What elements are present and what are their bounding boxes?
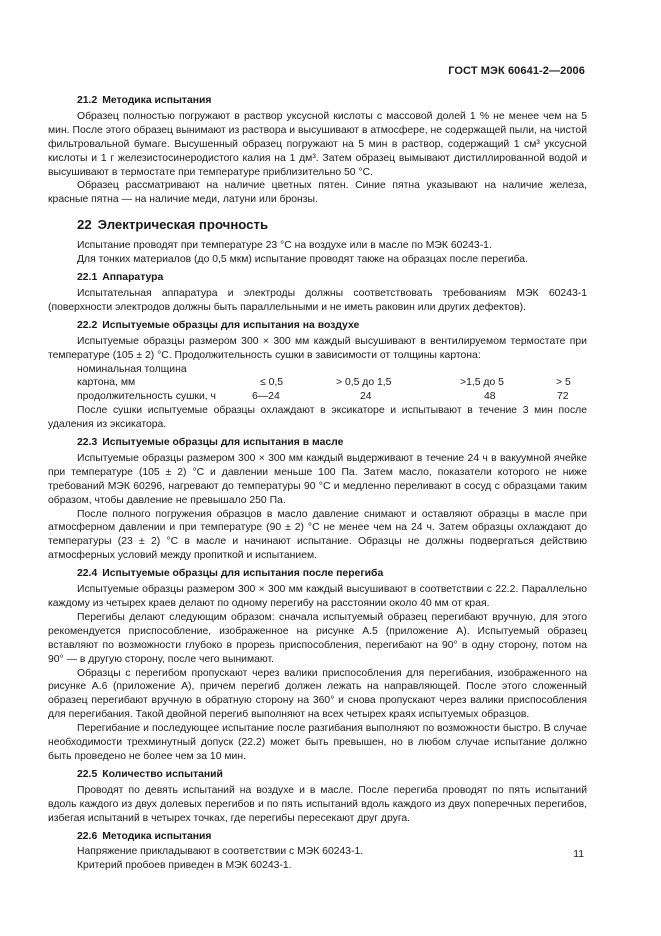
document-header: ГОСТ МЭК 60641-2—2006 (448, 65, 585, 77)
subsection-number: 22.3 (77, 437, 98, 449)
subsection-title: Аппаратура (102, 272, 164, 284)
paragraph: Испытуемые образцы размером 300 × 300 мм каждый высушивают в вентилируемом термостате при температуре (105 ± 2) °C. Продолжительность сушки в зависимости от толщины картона: (48, 335, 587, 361)
paragraph: Испытуемые образцы размером 300 × 300 мм каждый выдерживают в течение 24 ч в вакуумной ячейке при температуре (105 ± 2) °C и давлении меньше 100 Па. Затем масло, показатели которого не ниже требований МЭК 60296, нагревают до температуры 90 °C и медленно переливают в сосуд с образцами таким образом, чтобы давление не превышало 250 Па. (48, 452, 587, 506)
table-cell: > 0,5 до 1,5 (336, 377, 392, 389)
subsection-title: Испытуемые образцы для испытания в масле (102, 437, 344, 449)
paragraph: Проводят по девять испытаний на воздухе и в масле. После перегиба проводят по пять испытаний вдоль каждого из двух долевых перегибов и по пять испытаний вдоль каждого из двух поперечных перегибов, избегая испытаний в четырех точках, где перегибы пересекают друг друга. (48, 784, 587, 824)
paragraph: Испытательная аппаратура и электроды должны соответствовать требованиям МЭК 60243-1 (поверхности электродов должны быть параллельными и не иметь раковин или других дефектов). (48, 287, 587, 313)
subsection-22-2-heading (48, 319, 587, 333)
subsection-number: 22.1 (77, 272, 98, 284)
subsection-title: Испытуемые образцы для испытания на воздухе (102, 319, 360, 331)
table-cell: номинальная толщина (77, 363, 187, 375)
table-cell: >1,5 до 5 (460, 377, 504, 389)
document-body (48, 94, 587, 873)
table-row (48, 390, 587, 404)
table-row (48, 376, 587, 390)
paragraph: Испытание проводят при температуре 23 °C на воздухе или в масле по МЭК 60243-1. (77, 240, 492, 252)
paragraph: После сушки испытуемые образцы охлаждают в эксикаторе и испытывают в течение 3 мин после удаления из эксикатора. (48, 405, 587, 431)
paragraph: Образец полностью погружают в раствор уксусной кислоты с массовой долей 1 % не менее чем на 5 мин. После этого образец вынимают из раствора и высушивают в атмосфере, не содержащей пыли, на чистой фильтровальной бумаге. Высушенный образец погружают на 5 мин в раствор, содержащий 1 см³ уксусной кислоты и 1 г железистосинеродистого калия на 1 дм³. Затем образец вымывают дистиллированной водой и высушивают в термостате при температуре приблизительно 50 °C. (48, 110, 587, 178)
subsection-number: 22.5 (77, 768, 98, 780)
subsection-22-6-heading (48, 830, 587, 844)
paragraph: Для тонких материалов (до 0,5 мкм) испытание проводят также на образцах после перегиба. (77, 254, 528, 266)
subsection-title: Методика испытания (102, 95, 212, 106)
paragraph: Перегибы делают следующим образом: сначала испытуемый образец перегибают вручную, для этого рекомендуется приспособление, изображенное на рисунке А.5 (приложение А). Испытуемый образец вставляют по возможности глубоко в прорезь приспособления, перегибают на 90° в одну сторону, потом на 90° — в другую сторону, после чего вынимают. (48, 611, 587, 665)
table-cell: > 5 (556, 377, 571, 389)
table-cell: 6—24 (252, 391, 280, 403)
section-22-heading (48, 216, 587, 233)
paragraph: Образец рассматривают на наличие цветных пятен. Синие пятна указывают на наличие железа, красные пятна — на наличие меди, латуни или бронзы. (48, 180, 587, 206)
drying-time-table (48, 363, 587, 405)
table-cell: 72 (557, 391, 569, 403)
table-cell: картона, мм (77, 377, 136, 389)
table-cell: 48 (484, 391, 496, 403)
subsection-number: 22.2 (77, 319, 98, 331)
section-title: Электрическая прочность (97, 217, 269, 233)
paragraph: Образцы с перегибом пропускают через валики приспособления для перегибания, изображенного на рисунке А.6 (приложение А), причем перегиб должен лежать на направляющей. После этого сложенный образец перегибают вручную в обратную сторону на 360° и снова пропускают через валики приспособления для перегибания. Такой двойной перегиб выполняют на всех четырех краях испытуемых образцов. (48, 667, 587, 721)
subsection-22-4-heading (48, 567, 587, 581)
subsection-number: 22.6 (77, 830, 98, 842)
table-row (48, 363, 587, 377)
subsection-22-3-heading (48, 436, 587, 450)
subsection-22-1-heading (48, 271, 587, 285)
table-cell: 24 (360, 391, 372, 403)
subsection-title: Испытуемые образцы для испытания после перегиба (102, 568, 384, 580)
subsection-title: Количество испытаний (102, 768, 223, 780)
subsection-22-5-heading (48, 768, 587, 782)
page-number: 11 (573, 849, 584, 860)
section-number: 22 (77, 217, 92, 233)
subsection-number: 21.2 (77, 95, 98, 106)
paragraph: Испытуемые образцы размером 300 × 300 мм каждый высушивают в соответствии с 22.2. Параллельно каждому из четырех краев делают по одному перегибу на расстоянии около 40 мм от края. (48, 584, 587, 609)
table-cell: ≤ 0,5 (260, 377, 284, 389)
paragraph: Перегибание и последующее испытание после разгибания выполняют по возможности быстро. В случае необходимости трехминутный допуск (22.2) может быть превышен, но в любом случае испытание должно быть проведено не более чем за 10 мин. (48, 723, 587, 762)
paragraph: Критерий пробоев приведен в МЭК 60243-1. (77, 860, 292, 872)
subsection-title: Методика испытания (102, 830, 212, 842)
subsection-number: 22.4 (77, 568, 98, 580)
subsection-21-2-heading (48, 94, 587, 108)
table-cell: продолжительность сушки, ч (77, 391, 216, 403)
paragraph: Напряжение прикладывают в соответствии с МЭК 60243-1. (77, 846, 364, 858)
paragraph: После полного погружения образцов в масло давление снимают и оставляют образцы в масле при атмосферном давлении и при температуре (90 ± 2) °C не менее чем на 24 ч. Затем образцы охлаждают до температуры (23 ± 2) °C в масле и начинают испытание. Образцы не должны подвергаться действию атмосферных условий между пропиткой и испытанием. (48, 508, 587, 562)
